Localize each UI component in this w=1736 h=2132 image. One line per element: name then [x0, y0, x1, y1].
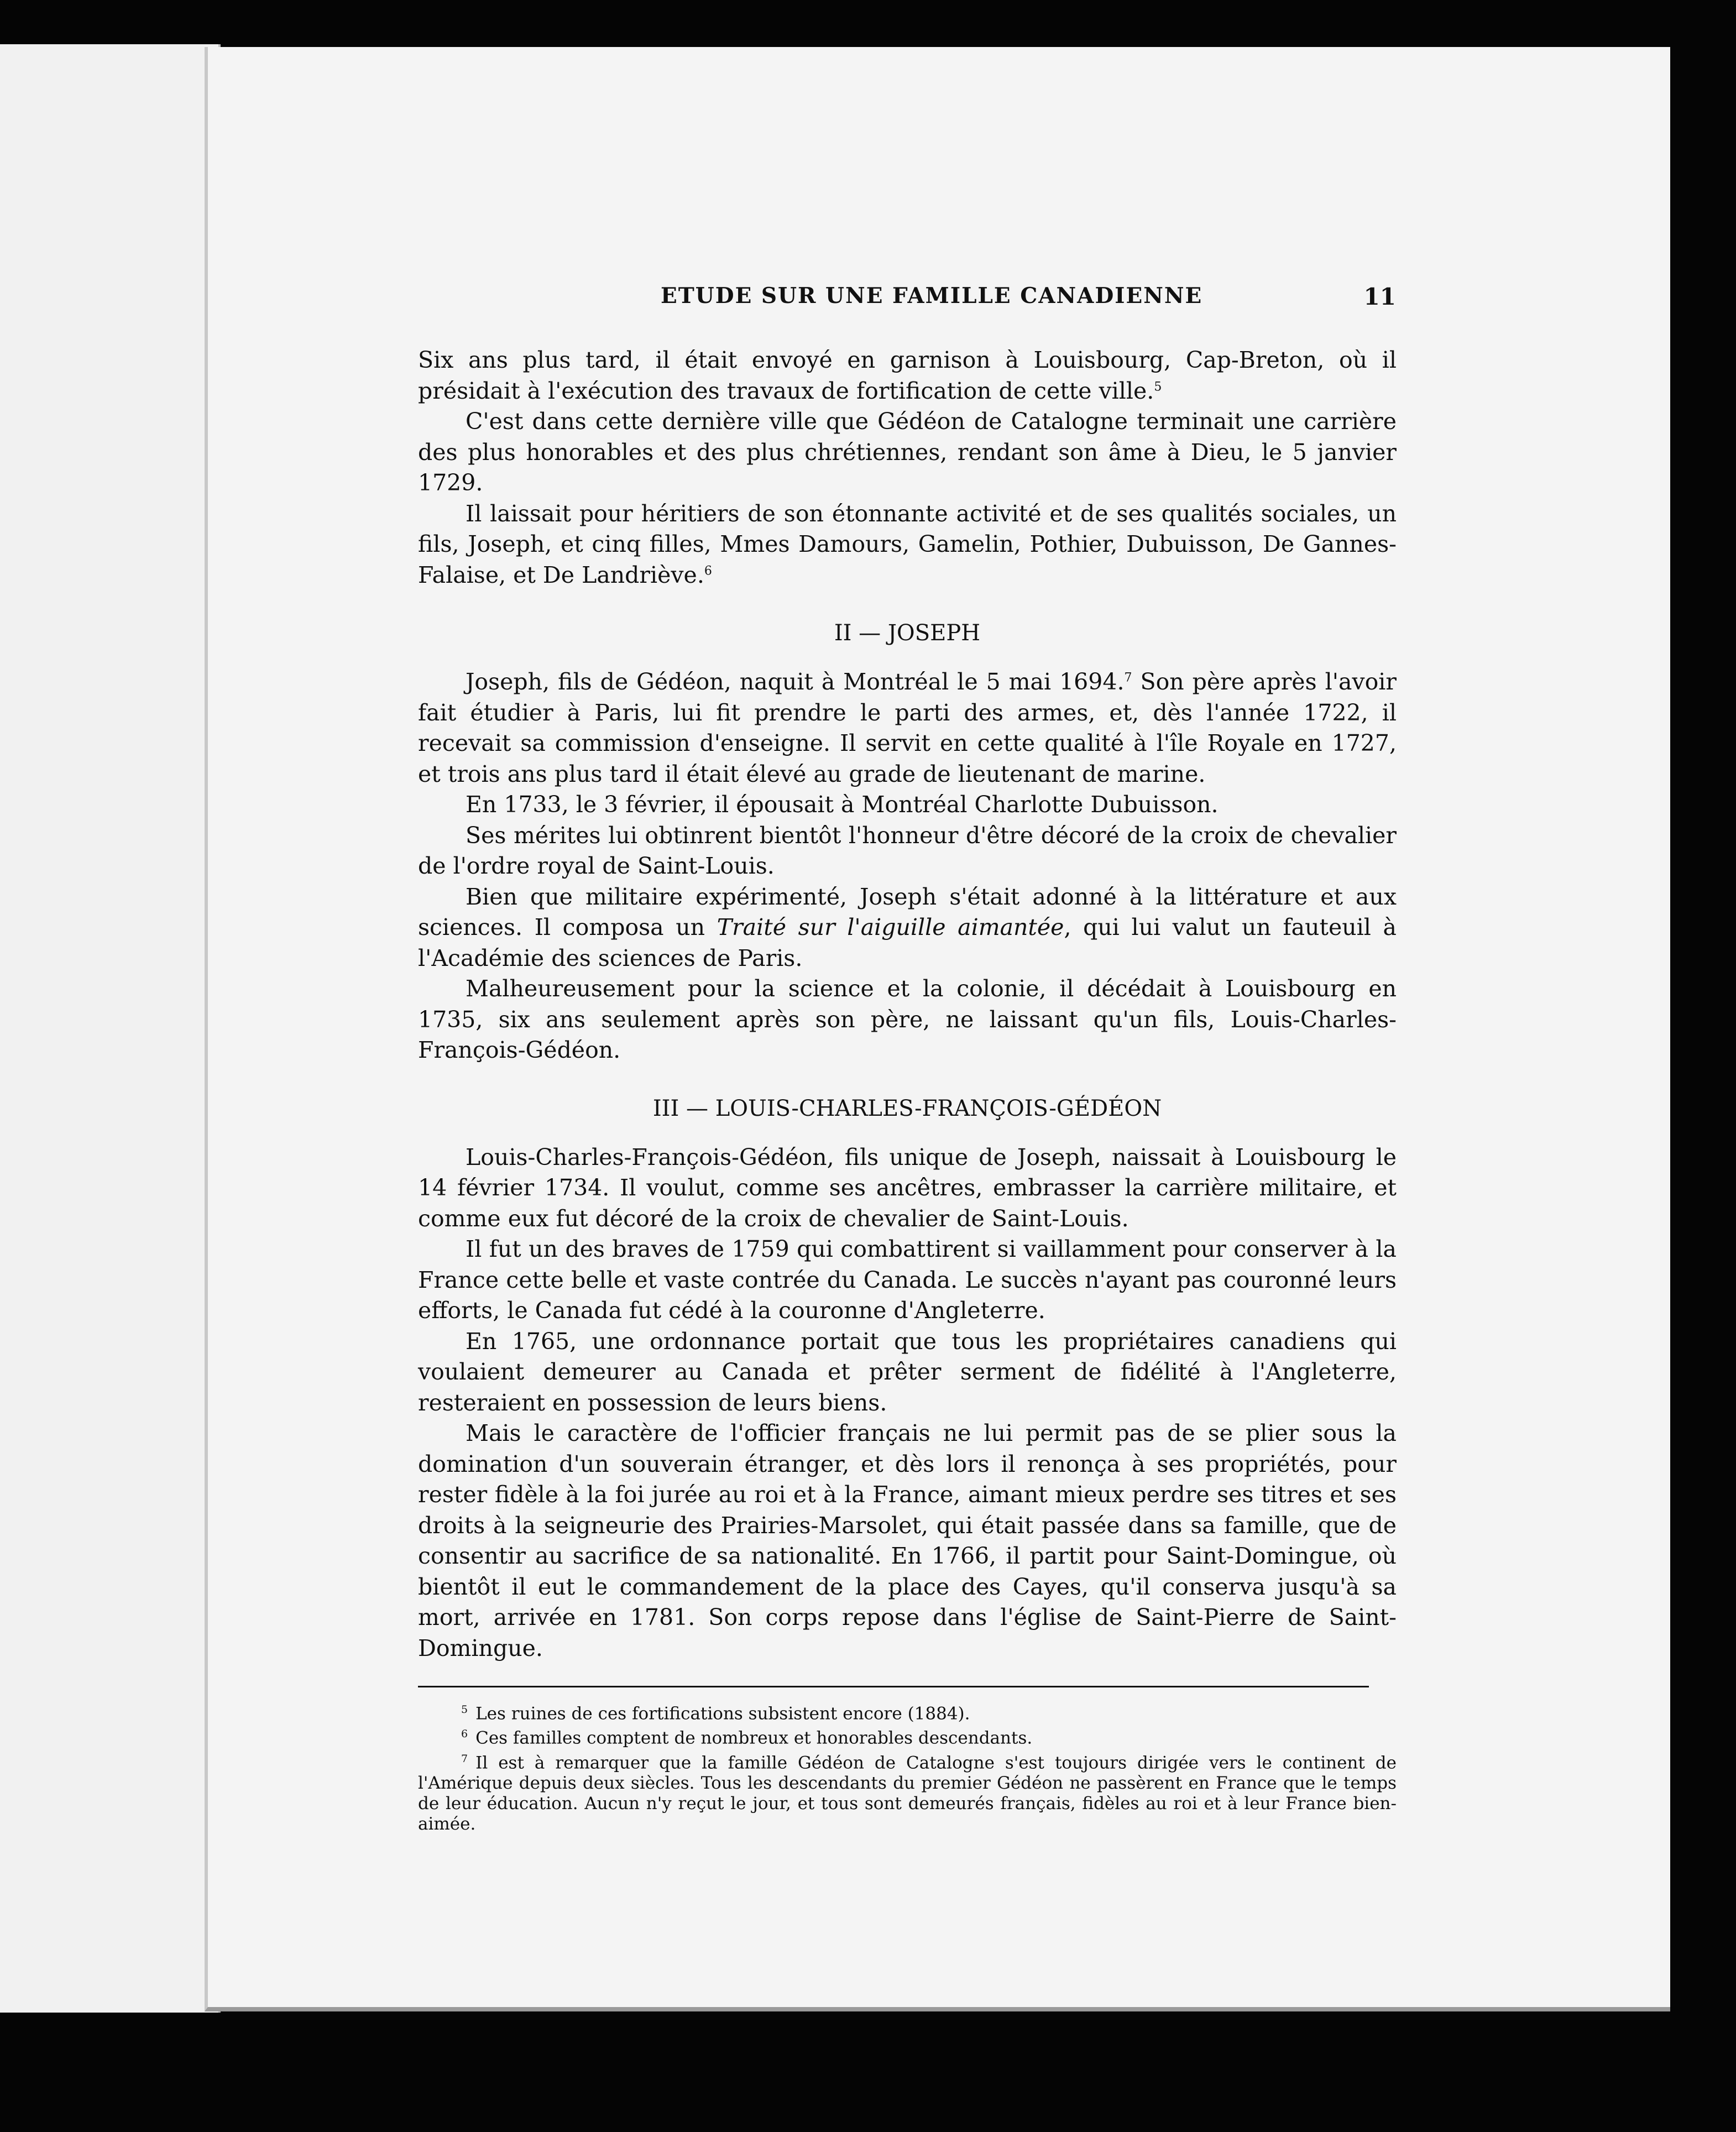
paragraph-11: En 1765, une ordonnance portait que tous les propriétaires canadiens qui voulaient demeurer au Canada et prêter serment de fidélité à l'Angleterre, resteraient en possession de leurs biens. [418, 1328, 1397, 1416]
section-heading-louis-charles: III — LOUIS-CHARLES-FRANÇOIS-GÉDÉON [652, 1095, 1162, 1121]
footnote-text-7: Il est à remarquer que la famille Gédéon de Catalogne s'est toujours dirigée vers le continent de l'Amérique depuis deux siècles. Tous les descendants du premier Gédéon ne passèrent en France que le temps de leur éducation. Aucun n'y reçut le jour, et tous sont demeurés français, fidèles au roi et à leur France bien-aimée. [418, 1752, 1397, 1834]
footnote-mark-7: 7 [461, 1752, 468, 1765]
paragraph-6: Ses mérites lui obtinrent bientôt l'honneur d'être décoré de la croix de chevalier de l'ordre royal de Saint-Louis. [418, 822, 1397, 879]
paragraph-1-text: Six ans plus tard, il était envoyé en garnison à Louisbourg, Cap-Breton, où il présidait à l'exécution des travaux de fortification de cette ville. [418, 347, 1397, 404]
running-header [661, 283, 1396, 322]
footnote-divider [418, 1686, 1369, 1687]
paragraph-8: Malheureusement pour la science et la colonie, il décédait à Louisbourg en 1735, six ans seulement après son père, ne laissant qu'un fils, Louis-Charles-François-Gédéon. [418, 975, 1397, 1063]
page-number: 11 [1363, 283, 1396, 310]
footnote-mark-6: 6 [461, 1728, 468, 1741]
paragraph-7-end: , qui lui valut un fauteuil à l'Académie des sciences de Paris. [418, 914, 1397, 971]
footnote-7 [418, 1749, 1397, 1835]
paragraph-3-text: Il laissait pour héritiers de son étonnante activité et de ses qualités sociales, un fils, Joseph, et cinq filles, Mmes Damours, Gamelin, Pothier, Dubuisson, De Gannes-Falaise, et De Landriève. [418, 500, 1397, 588]
left-page-edge [0, 44, 221, 2013]
paragraph-7-start: Bien que militaire expérimenté, Joseph s'était adonné à la littérature et aux sciences. Il composa un [418, 883, 1397, 940]
paragraph-1 [418, 345, 1397, 406]
paragraph-4-rest: Son père après l'avoir fait étudier à Paris, lui fit prendre le parti des armes, et, dès l'année 1722, il recevait sa commission d'enseigne. Il servit en cette qualité à l'île Royale en 1727, et trois ans plus tard il était élevé au grade de lieutenant de marine. [418, 668, 1397, 787]
paragraph-4 [418, 667, 1397, 790]
section-heading-joseph: II — JOSEPH [834, 620, 981, 646]
paragraph-3 [418, 499, 1397, 591]
paragraph-2: C'est dans cette dernière ville que Gédéon de Catalogne terminait une carrière des plus honorables et des plus chrétiennes, rendant son âme à Dieu, le 5 janvier 1729. [418, 408, 1397, 496]
footnote-ref-7: 7 [1124, 671, 1132, 685]
footnote-5 [418, 1700, 1397, 1724]
paragraph-5: En 1733, le 3 février, il épousait à Montréal Charlotte Dubuisson. [466, 791, 1219, 818]
footnote-ref-5: 5 [1154, 379, 1162, 394]
page-body [418, 345, 1397, 1835]
book-title: Traité sur l'aiguille aimantée [717, 914, 1064, 940]
footnote-6 [418, 1724, 1397, 1748]
paragraph-7 [418, 882, 1397, 974]
paragraph-9: Louis-Charles-François-Gédéon, fils unique de Joseph, naissait à Louisbourg le 14 février 1734. Il voulut, comme ses ancêtres, embrasser la carrière militaire, et comme eux fut décoré de la croix de chevalier de Saint-Louis. [418, 1143, 1397, 1232]
running-title: ETUDE SUR UNE FAMILLE CANADIENNE [661, 283, 1203, 309]
footnote-text-6: Ces familles comptent de nombreux et honorables descendants. [475, 1728, 1033, 1748]
footnotes [418, 1700, 1397, 1835]
footnote-ref-6: 6 [704, 563, 712, 578]
footnote-text-5: Les ruines de ces fortifications subsistent encore (1884). [475, 1703, 970, 1724]
paragraph-10: Il fut un des braves de 1759 qui combattirent si vaillamment pour conserver à la France cette belle et vaste contrée du Canada. Le succès n'ayant pas couronné leurs efforts, le Canada fut cédé à la couronne d'Angleterre. [418, 1236, 1397, 1324]
footnote-mark-5: 5 [461, 1703, 468, 1716]
paragraph-4-start: Joseph, fils de Gédéon, naquit à Montréal le 5 mai 1694. [466, 668, 1125, 695]
paragraph-12: Mais le caractère de l'officier français ne lui permit pas de se plier sous la domination d'un souverain étranger, et dès lors il renonça à ses propriétés, pour rester fidèle à la foi jurée au roi et à la France, aimant mieux perdre ses titres et ses droits à la seigneurie des Prairies-Marsolet, qui était passée dans sa famille, que de consentir au sacrifice de sa nationalité. En 1766, il partit pour Saint-Domingue, où bientôt il eut le commandement de la place des Cayes, qu'il conserva jusqu'à sa mort, arrivée en 1781. Son corps repose dans l'église de Saint-Pierre de Saint-Domingue. [418, 1420, 1397, 1661]
